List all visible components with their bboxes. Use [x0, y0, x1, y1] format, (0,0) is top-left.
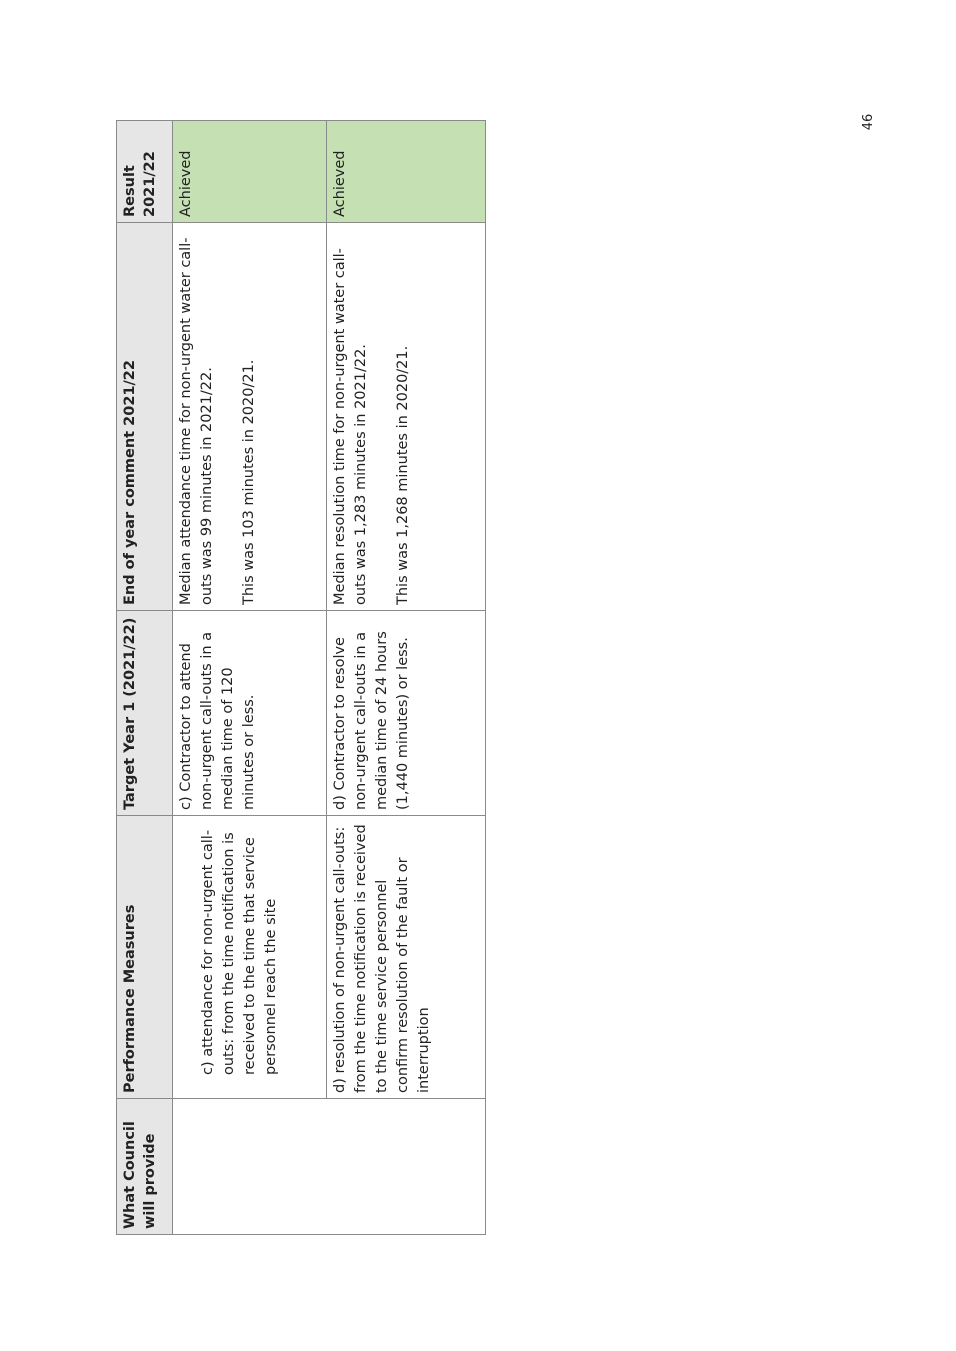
cell-comment: [327, 223, 486, 611]
comment-line-1: Median attendance time for non-urgent water call-outs was 99 minutes in 2021/22.: [178, 237, 215, 605]
cell-result: Achieved: [173, 121, 327, 223]
comment-gap: [372, 228, 393, 605]
measure-text: c) attendance for non-urgent call-outs: from the time notification is received to the time that service personnel reach the site: [200, 829, 279, 1075]
target-text: d) Contractor to resolve non-urgent call-outs in a median time of 24 hours (1,440 minutes) or less.: [332, 631, 411, 810]
cell-measure: [327, 816, 486, 1099]
header-end-of-year-comment: End of year comment 2021/22: [117, 223, 173, 611]
cell-target: [173, 611, 327, 816]
cell-provide: [173, 1099, 486, 1235]
table-row: [173, 121, 327, 1235]
comment-gap: [218, 228, 239, 605]
page-number: 46: [861, 113, 876, 131]
measure-text: d) resolution of non-urgent call-outs: from the time notification is received to the time service personnel confirm resolution of the fault or interruption: [332, 824, 432, 1093]
cell-target: [327, 611, 486, 816]
comment-line-2: This was 103 minutes in 2020/21.: [241, 359, 257, 605]
header-performance-measures: Performance Measures: [117, 816, 173, 1099]
header-what-council-will-provide: What Council will provide: [117, 1099, 173, 1235]
target-text: c) Contractor to attend non-urgent call-outs in a median time of 120 minutes or less.: [178, 631, 257, 810]
comment-line-2: This was 1,268 minutes in 2020/21.: [395, 345, 411, 605]
table-row: [327, 121, 486, 1235]
cell-result: Achieved: [327, 121, 486, 223]
cell-measure: [173, 816, 327, 1099]
header-result: Result 2021/22: [117, 121, 173, 223]
performance-table-wrapper: [116, 121, 486, 1235]
performance-table: [116, 120, 486, 1235]
table-header-row: [117, 121, 173, 1235]
header-target-year-1: Target Year 1 (2021/22): [117, 611, 173, 816]
comment-line-1: Median resolution time for non-urgent water call-outs was 1,283 minutes in 2021/22.: [332, 248, 369, 605]
cell-comment: [173, 223, 327, 611]
